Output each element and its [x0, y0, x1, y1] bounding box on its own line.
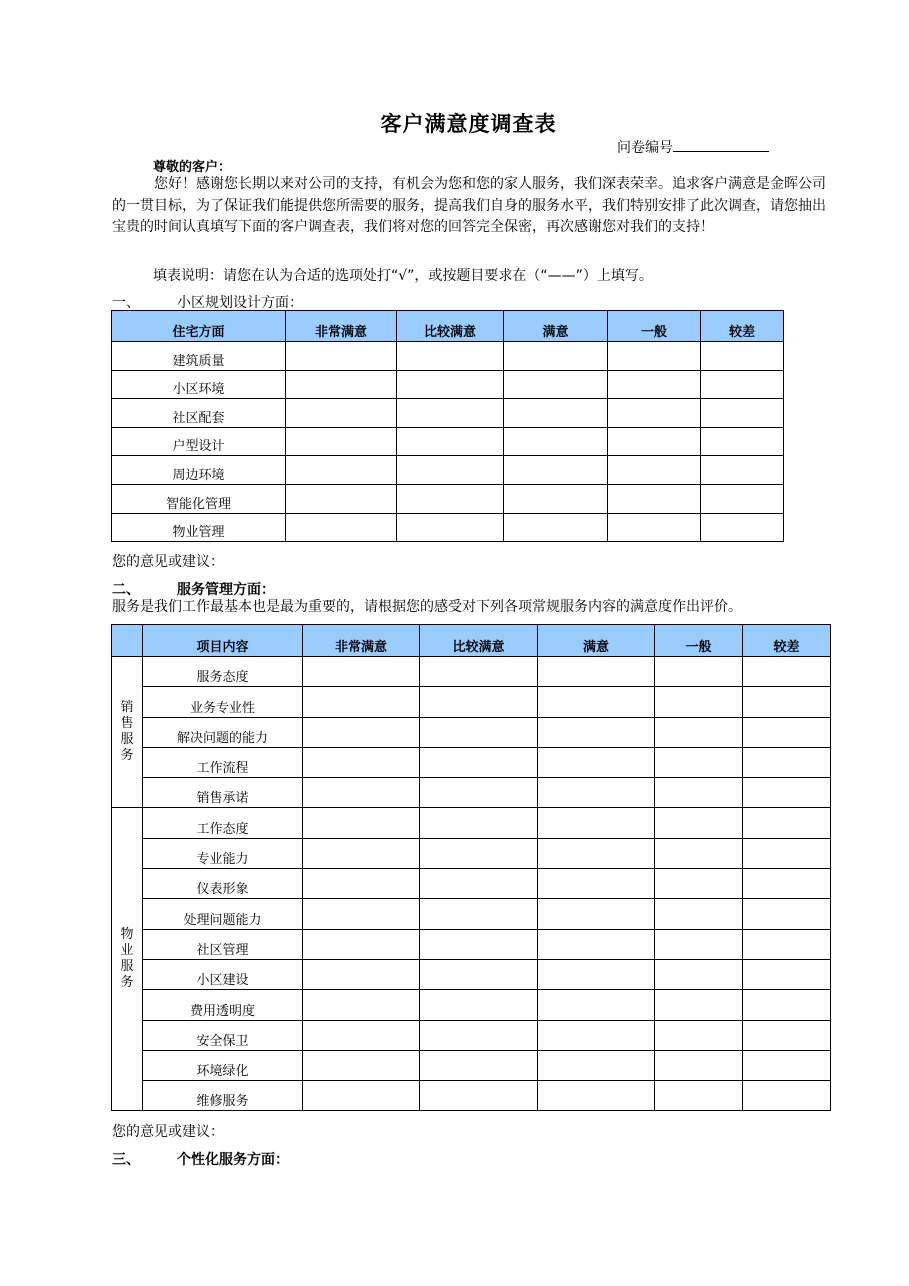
rating-cell[interactable] — [504, 427, 608, 456]
rating-cell[interactable] — [655, 929, 743, 959]
section1-title: 小区规划设计方面： — [177, 295, 303, 311]
rating-cell[interactable] — [303, 929, 420, 959]
section3-title: 个性化服务方面： — [177, 1152, 289, 1168]
rating-cell[interactable] — [743, 1081, 831, 1111]
rating-cell[interactable] — [743, 657, 831, 687]
questionnaire-number — [617, 137, 769, 157]
rating-cell[interactable] — [286, 513, 397, 542]
row-label: 业务专业性 — [143, 687, 303, 717]
rating-cell[interactable] — [420, 1050, 538, 1080]
section1-header: 非常满意 — [286, 311, 397, 342]
rating-cell[interactable] — [397, 456, 504, 485]
rating-cell[interactable] — [743, 990, 831, 1020]
rating-cell[interactable] — [538, 990, 655, 1020]
rating-cell[interactable] — [420, 990, 538, 1020]
rating-cell[interactable] — [655, 657, 743, 687]
rating-cell[interactable] — [538, 959, 655, 989]
rating-cell[interactable] — [701, 399, 784, 428]
table-row — [112, 687, 831, 717]
greeting: 尊敬的客户： — [153, 160, 232, 175]
fill-instruction: 填表说明：请您在认为合适的选项处打“√”，或按题目要求在（“——”）上填写。 — [153, 268, 653, 284]
section2-opinion-label: 您的意见或建议： — [112, 1124, 224, 1140]
rating-cell[interactable] — [538, 687, 655, 717]
section1-table — [111, 310, 784, 542]
row-label: 处理问题能力 — [143, 899, 303, 929]
rating-cell[interactable] — [743, 717, 831, 747]
rating-cell[interactable] — [420, 808, 538, 838]
rating-cell[interactable] — [608, 484, 701, 513]
section2-header: 一般 — [655, 625, 743, 657]
rating-cell[interactable] — [504, 370, 608, 399]
rating-cell[interactable] — [655, 869, 743, 899]
section2-header: 比较满意 — [420, 625, 538, 657]
rating-cell[interactable] — [286, 399, 397, 428]
rating-cell[interactable] — [538, 778, 655, 808]
rating-cell[interactable] — [303, 1081, 420, 1111]
rating-cell[interactable] — [701, 513, 784, 542]
table-row — [112, 899, 831, 929]
rating-cell[interactable] — [286, 456, 397, 485]
rating-cell[interactable] — [303, 778, 420, 808]
group-label — [112, 808, 143, 1111]
section1-header: 较差 — [701, 311, 784, 342]
rating-cell[interactable] — [420, 778, 538, 808]
table-row — [112, 399, 784, 428]
group-label-char: 售 — [120, 716, 134, 732]
rating-cell[interactable] — [655, 1020, 743, 1050]
row-label: 仪表形象 — [143, 869, 303, 899]
rating-cell[interactable] — [397, 342, 504, 371]
rating-cell[interactable] — [504, 513, 608, 542]
rating-cell[interactable] — [397, 513, 504, 542]
rating-cell[interactable] — [608, 370, 701, 399]
group-label-char: 物 — [120, 927, 134, 943]
rating-cell[interactable] — [743, 747, 831, 777]
table-row — [112, 456, 784, 485]
table-row — [112, 370, 784, 399]
rating-cell[interactable] — [608, 342, 701, 371]
section2-header: 项目内容 — [143, 625, 303, 657]
rating-cell[interactable] — [538, 1050, 655, 1080]
rating-cell[interactable] — [303, 808, 420, 838]
table-row — [112, 1020, 831, 1050]
questionnaire-number-field[interactable] — [673, 139, 769, 152]
rating-cell[interactable] — [420, 717, 538, 747]
rating-cell[interactable] — [303, 869, 420, 899]
section2-number: 二、 — [112, 582, 140, 598]
rating-cell[interactable] — [701, 427, 784, 456]
group-label-char: 服 — [120, 732, 134, 748]
rating-cell[interactable] — [743, 838, 831, 868]
section3-heading — [112, 1149, 289, 1169]
rating-cell[interactable] — [743, 869, 831, 899]
row-label: 费用透明度 — [143, 990, 303, 1020]
row-label: 社区配套 — [112, 399, 286, 428]
rating-cell[interactable] — [743, 1020, 831, 1050]
table-row — [112, 838, 831, 868]
section1-header: 一般 — [608, 311, 701, 342]
rating-cell[interactable] — [303, 717, 420, 747]
rating-cell[interactable] — [397, 427, 504, 456]
page-title: 客户满意度调查表 — [380, 112, 557, 136]
rating-cell[interactable] — [286, 342, 397, 371]
section2-header-corner — [112, 625, 143, 657]
rating-cell[interactable] — [303, 1050, 420, 1080]
rating-cell[interactable] — [420, 747, 538, 777]
table-row — [112, 717, 831, 747]
row-label: 维修服务 — [143, 1081, 303, 1111]
table-row — [112, 484, 784, 513]
rating-cell[interactable] — [608, 513, 701, 542]
rating-cell[interactable] — [655, 808, 743, 838]
rating-cell[interactable] — [397, 370, 504, 399]
rating-cell[interactable] — [303, 1020, 420, 1050]
table-row — [112, 342, 784, 371]
row-label: 智能化管理 — [112, 484, 286, 513]
section1-header: 满意 — [504, 311, 608, 342]
table-row — [112, 778, 831, 808]
section1-number: 一、 — [112, 295, 140, 311]
group-label-char: 业 — [120, 943, 134, 959]
rating-cell[interactable] — [655, 778, 743, 808]
rating-cell[interactable] — [655, 838, 743, 868]
rating-cell[interactable] — [286, 427, 397, 456]
rating-cell[interactable] — [420, 1020, 538, 1050]
rating-cell[interactable] — [420, 687, 538, 717]
rating-cell[interactable] — [701, 456, 784, 485]
rating-cell[interactable] — [420, 899, 538, 929]
rating-cell[interactable] — [420, 869, 538, 899]
rating-cell[interactable] — [504, 342, 608, 371]
row-label: 小区环境 — [112, 370, 286, 399]
rating-cell[interactable] — [701, 484, 784, 513]
rating-cell[interactable] — [701, 370, 784, 399]
group-label — [112, 657, 143, 808]
table-row — [112, 869, 831, 899]
rating-cell[interactable] — [743, 929, 831, 959]
table-row — [112, 1081, 831, 1111]
rating-cell[interactable] — [655, 899, 743, 929]
rating-cell[interactable] — [538, 657, 655, 687]
rating-cell[interactable] — [608, 399, 701, 428]
table-row — [112, 427, 784, 456]
row-label: 建筑质量 — [112, 342, 286, 371]
rating-cell[interactable] — [538, 717, 655, 747]
rating-cell[interactable] — [303, 687, 420, 717]
group-label-char: 务 — [120, 975, 134, 991]
section2-title: 服务管理方面： — [177, 582, 275, 598]
rating-cell[interactable] — [420, 838, 538, 868]
row-label: 小区建设 — [143, 959, 303, 989]
section2-table — [111, 624, 831, 1111]
rating-cell[interactable] — [397, 484, 504, 513]
section2-header-row — [112, 625, 831, 657]
table-row — [112, 929, 831, 959]
rating-cell[interactable] — [743, 899, 831, 929]
group-label-char: 务 — [120, 748, 134, 764]
intro-paragraph: 您好！感谢您长期以来对公司的支持，有机会为您和您的家人服务，我们深表荣幸。追求客户满意是金晖公司的一贯目标，为了保证我们能提供您所需要的服务，提高我们自身的服务水平，我们特别安排了此次调查，请您抽出宝贵的时间认真填写下面的客户调查表，我们将对您的回答完全保密，再次感谢您对我们的支持！ — [112, 176, 826, 235]
rating-cell[interactable] — [743, 1050, 831, 1080]
rating-cell[interactable] — [538, 838, 655, 868]
rating-cell[interactable] — [420, 929, 538, 959]
rating-cell[interactable] — [655, 990, 743, 1020]
section2-header: 较差 — [743, 625, 831, 657]
table-row — [112, 747, 831, 777]
section1-heading — [112, 292, 303, 312]
rating-cell[interactable] — [420, 1081, 538, 1111]
rating-cell[interactable] — [655, 747, 743, 777]
table-row — [112, 959, 831, 989]
rating-cell[interactable] — [701, 342, 784, 371]
rating-cell[interactable] — [655, 687, 743, 717]
section1-header: 住宅方面 — [112, 311, 286, 342]
rating-cell[interactable] — [743, 687, 831, 717]
table-row — [112, 990, 831, 1020]
row-label: 户型设计 — [112, 427, 286, 456]
rating-cell[interactable] — [504, 484, 608, 513]
section2-header: 非常满意 — [303, 625, 420, 657]
group-label-char: 销 — [120, 700, 134, 716]
section2-header: 满意 — [538, 625, 655, 657]
row-label: 解决问题的能力 — [143, 717, 303, 747]
rating-cell[interactable] — [608, 456, 701, 485]
rating-cell[interactable] — [504, 399, 608, 428]
rating-cell[interactable] — [303, 899, 420, 929]
row-label: 周边环境 — [112, 456, 286, 485]
rating-cell[interactable] — [397, 399, 504, 428]
rating-cell[interactable] — [420, 959, 538, 989]
rating-cell[interactable] — [538, 929, 655, 959]
row-label: 工作流程 — [143, 747, 303, 777]
section1-header-row — [112, 311, 784, 342]
rating-cell[interactable] — [743, 778, 831, 808]
rating-cell[interactable] — [743, 808, 831, 838]
rating-cell[interactable] — [608, 427, 701, 456]
group-label-char: 服 — [120, 959, 134, 975]
rating-cell[interactable] — [420, 657, 538, 687]
rating-cell[interactable] — [303, 838, 420, 868]
rating-cell[interactable] — [655, 717, 743, 747]
rating-cell[interactable] — [504, 456, 608, 485]
rating-cell[interactable] — [538, 808, 655, 838]
rating-cell[interactable] — [303, 990, 420, 1020]
row-label: 安全保卫 — [143, 1020, 303, 1050]
row-label: 物业管理 — [112, 513, 286, 542]
row-label: 专业能力 — [143, 838, 303, 868]
row-label: 服务态度 — [143, 657, 303, 687]
table-row — [112, 808, 831, 838]
rating-cell[interactable] — [655, 1050, 743, 1080]
row-label: 销售承诺 — [143, 778, 303, 808]
rating-cell[interactable] — [286, 484, 397, 513]
table-row — [112, 1050, 831, 1080]
rating-cell[interactable] — [303, 747, 420, 777]
rating-cell[interactable] — [743, 959, 831, 989]
rating-cell[interactable] — [538, 747, 655, 777]
table-row — [112, 657, 831, 687]
rating-cell[interactable] — [303, 959, 420, 989]
rating-cell[interactable] — [538, 1020, 655, 1050]
row-label: 社区管理 — [143, 929, 303, 959]
rating-cell[interactable] — [655, 1081, 743, 1111]
section1-opinion-label: 您的意见或建议： — [112, 554, 224, 570]
row-label: 工作态度 — [143, 808, 303, 838]
rating-cell[interactable] — [286, 370, 397, 399]
section2-description: 服务是我们工作最基本也是最为重要的，请根据您的感受对下列各项常规服务内容的满意度作出评价。 — [112, 599, 742, 615]
rating-cell[interactable] — [538, 869, 655, 899]
rating-cell[interactable] — [538, 1081, 655, 1111]
questionnaire-number-label: 问卷编号 — [617, 140, 673, 156]
row-label: 环境绿化 — [143, 1050, 303, 1080]
section3-number: 三、 — [112, 1152, 140, 1168]
rating-cell[interactable] — [303, 657, 420, 687]
section1-header: 比较满意 — [397, 311, 504, 342]
rating-cell[interactable] — [655, 959, 743, 989]
rating-cell[interactable] — [538, 899, 655, 929]
table-row — [112, 513, 784, 542]
